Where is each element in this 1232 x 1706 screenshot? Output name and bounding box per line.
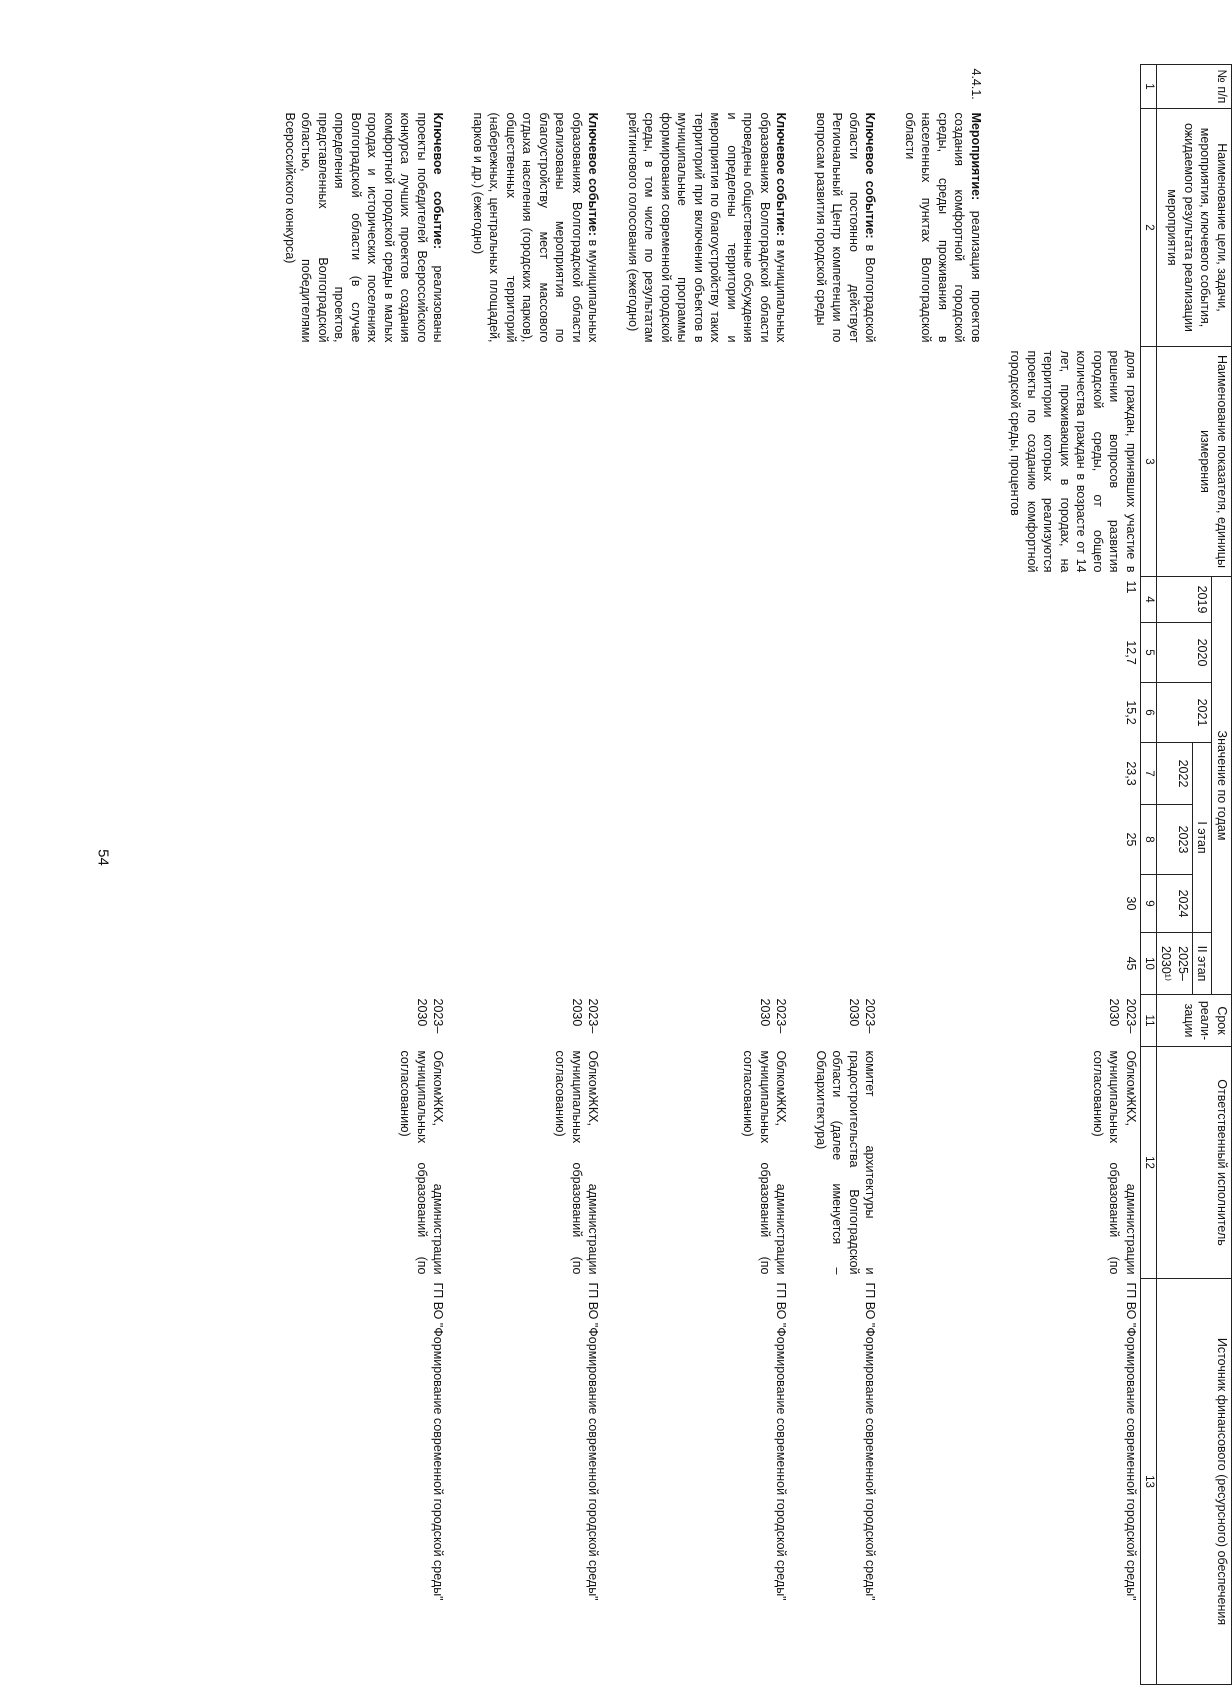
- row-kind: Мероприятие:: [968, 112, 983, 201]
- row-number: [280, 65, 468, 109]
- row-number: [811, 65, 900, 109]
- period-cell: 2023–2030: [1107, 998, 1138, 1034]
- col-number: 2: [1140, 109, 1156, 347]
- row-kind: Ключевое событие:: [586, 112, 601, 237]
- row-kind: Ключевое событие:: [431, 112, 446, 249]
- row-number: 4.4.1.: [968, 68, 983, 100]
- empty-cells: [811, 347, 900, 995]
- row-text: в муниципальных образованиях Волгоградской области реализованы мероприятия по благоустройству мест массового отдыха населения (городских парков), общественных территорий (набережных, центральных площадей, парков и др.) (ежегодно): [470, 112, 601, 343]
- source-cell: ГП ВО "Формирование современной городской среды": [586, 1282, 601, 1601]
- empty-cells: [900, 347, 1006, 995]
- header-indicator: Наименование показателя, единицы измерения: [1157, 347, 1232, 577]
- col-number: 5: [1140, 623, 1156, 683]
- empty-cells: [623, 347, 811, 995]
- row-description: [623, 109, 811, 347]
- header-year-2024: 2024: [1157, 875, 1193, 933]
- header-period: Срок реали-зации: [1157, 995, 1232, 1047]
- period-cell: 2023–2030: [757, 998, 789, 1034]
- value-2023: 25: [1123, 832, 1138, 847]
- value-2021: 15,2: [1123, 700, 1138, 725]
- header-stage2: II этап: [1193, 933, 1213, 995]
- col-number: 9: [1140, 875, 1156, 933]
- period-cell: 2023–2030: [414, 998, 446, 1034]
- header-source: Источник финансового (ресурсного) обеспечения: [1157, 1279, 1232, 1685]
- value-2020: 12,7: [1123, 640, 1138, 665]
- row-text: реализация проектов создания комфортной городской среды, среды проживания в населенных пунктах Волгоградской области: [902, 112, 983, 343]
- row-description: [811, 109, 900, 347]
- source-cell: ГП ВО "Формирование современной городской среды": [863, 1282, 878, 1601]
- row-text: в муниципальных образованиях Волгоградской области проведены общественные обсуждения и определены территории и мероприятия по благоустройству таких территорий при включении объектов в муниципальные программы формирования современной городской среды, в том числе по результатам рейтингового голосования (ежегодно): [625, 112, 789, 343]
- period-cell: 2023–2030: [569, 998, 601, 1034]
- col-number: 12: [1140, 1047, 1156, 1279]
- header-year-2021: 2021: [1157, 683, 1213, 743]
- executor-cell: ОблкомЖКХ, администрации муниципальных образований (по согласованию): [741, 1050, 789, 1275]
- header-year-2019: 2019: [1157, 577, 1213, 623]
- plan-table: [280, 64, 1232, 1685]
- header-executor: Ответственный исполнитель: [1157, 1047, 1232, 1279]
- header-stage1: I этап: [1193, 743, 1213, 933]
- executor-cell: [900, 1047, 1006, 1279]
- indicator-num-cell: [1006, 65, 1141, 109]
- table-row: [811, 65, 900, 1685]
- header-year-2023: 2023: [1157, 805, 1193, 875]
- source-cell: ГП ВО "Формирование современной городской среды": [774, 1282, 789, 1601]
- header-stage2-years: 2025–2030¹⁾: [1157, 933, 1193, 995]
- col-number: 6: [1140, 683, 1156, 743]
- indicator-name-cell: [1006, 109, 1141, 347]
- col-number: 1: [1140, 65, 1156, 109]
- col-number: 8: [1140, 805, 1156, 875]
- row-description: [900, 109, 1006, 347]
- col-number: 13: [1140, 1279, 1156, 1685]
- page-number: 54: [94, 849, 112, 866]
- indicator-row: [1006, 65, 1141, 1685]
- row-kind: Ключевое событие:: [863, 112, 878, 239]
- table-row: [900, 65, 1006, 1685]
- col-number: 3: [1140, 347, 1156, 577]
- source-cell: ГП ВО "Формирование современной городской среды": [431, 1282, 446, 1601]
- rotated-page-content: [96, 64, 1232, 1684]
- column-number-row: [1140, 65, 1156, 1685]
- value-2025-2030: 45: [1123, 956, 1138, 971]
- source-cell: [900, 1279, 1006, 1685]
- table-row: [468, 65, 623, 1685]
- executor-cell: ОблкомЖКХ, администрации муниципальных образований (по согласованию): [398, 1050, 446, 1275]
- row-number: [623, 65, 811, 109]
- header-num: № п/п: [1157, 65, 1232, 109]
- period-cell: 2023–2030: [846, 998, 878, 1034]
- table-header: [1140, 65, 1231, 1685]
- empty-cells: [468, 347, 623, 995]
- header-year-2020: 2020: [1157, 623, 1213, 683]
- row-kind: Ключевое событие:: [774, 112, 789, 237]
- table-row: [280, 65, 468, 1685]
- row-text: реализованы проекты победителей Всероссийского конкурса лучших проектов создания комфортной городской среды в малых городах и исторических поселениях Волгоградской области (в случае определения проектов, представленных Волгоградской областью, победителями Всероссийского конкурса): [282, 112, 446, 343]
- value-2019: 11: [1123, 580, 1138, 594]
- executor-cell: комитет архитектуры и градостроительства Волгоградской области (далее именуется – Облархитектура): [813, 1050, 878, 1275]
- empty-cells: [280, 347, 468, 995]
- table-row: [623, 65, 811, 1685]
- row-number: [468, 65, 623, 109]
- col-number: 4: [1140, 577, 1156, 623]
- header-values-group: Значение по годам: [1212, 577, 1232, 995]
- indicator-text: доля граждан, принявших участие в решении вопросов развития городской среды, от общего количества граждан в возрасте от 14 лет, проживающих в городах, на территории которых реализуются проекты по созданию комфортной городской среды, процентов: [1008, 350, 1138, 573]
- period-cell: [900, 995, 1006, 1047]
- header-year-2022: 2022: [1157, 743, 1193, 805]
- col-number: 11: [1140, 995, 1156, 1047]
- row-text: в Волгоградской области постоянно действует Региональный Центр компетенции по вопросам развития городской среды: [813, 112, 878, 343]
- col-number: 10: [1140, 933, 1156, 995]
- source-cell: ГП ВО "Формирование современной городской среды": [1123, 1282, 1138, 1601]
- header-name: Наименование цели, задачи, мероприятия, ключевого события, ожидаемого результата реализации мероприятия: [1157, 109, 1232, 347]
- value-2022: 23,3: [1123, 761, 1138, 786]
- value-2024: 30: [1123, 896, 1138, 911]
- executor-cell: ОблкомЖКХ, администрации муниципальных образований (по согласованию): [553, 1050, 601, 1275]
- col-number: 7: [1140, 743, 1156, 805]
- row-description: [468, 109, 623, 347]
- row-description: [280, 109, 468, 347]
- executor-cell: ОблкомЖКХ, администрации муниципальных образований (по согласованию): [1090, 1050, 1138, 1275]
